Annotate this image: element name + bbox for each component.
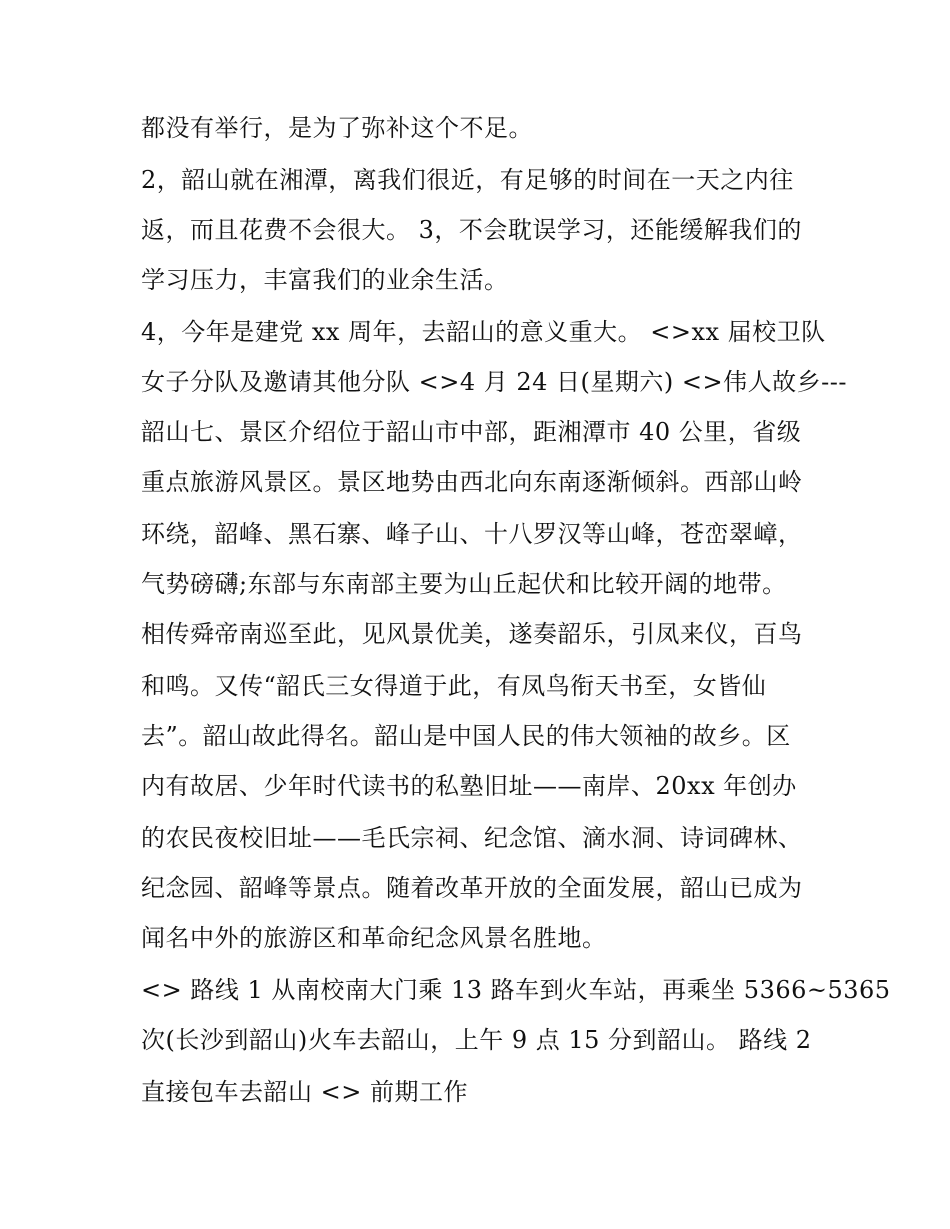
- text-line: 内有故居、少年时代读书的私塾旧址——南岸、20xx 年创办: [141, 772, 797, 800]
- text-line: 学习压力，丰富我们的业余生活。: [141, 266, 509, 294]
- text-line: 和鸣。又传“韶氏三女得道于此，有凤鸟衔天书至，女皆仙: [141, 672, 767, 700]
- text-line: 纪念园、韶峰等景点。随着改革开放的全面发展，韶山已成为: [141, 874, 803, 902]
- text-line: 2，韶山就在湘潭，离我们很近，有足够的时间在一天之内往: [141, 166, 794, 194]
- text-line: 都没有举行，是为了弥补这个不足。: [141, 114, 533, 142]
- text-line: 去”。韶山故此得名。韶山是中国人民的伟大领袖的故乡。区: [141, 722, 791, 750]
- text-line: 直接包车去韶山 <> 前期工作: [141, 1078, 468, 1106]
- text-line: 闻名中外的旅游区和革命纪念风景名胜地。: [141, 924, 607, 952]
- text-line: 的农民夜校旧址——毛氏宗祠、纪念馆、滴水洞、诗词碑林、: [141, 824, 803, 852]
- text-line: 女子分队及邀请其他分队 <>4 月 24 日(星期六) <>伟人故乡---: [141, 368, 847, 396]
- text-line: <> 路线 1 从南校南大门乘 13 路车到火车站，再乘坐 5366~5365: [141, 976, 891, 1004]
- text-line: 气势磅礴;东部与东南部主要为山丘起伏和比较开阔的地带。: [141, 570, 787, 598]
- text-line: 韶山七、景区介绍位于韶山市中部，距湘潭市 40 公里，省级: [141, 418, 802, 446]
- text-line: 次(长沙到韶山)火车去韶山，上午 9 点 15 分到韶山。 路线 2: [141, 1026, 812, 1054]
- text-line: 返，而且花费不会很大。 3，不会耽误学习，还能缓解我们的: [141, 216, 802, 244]
- text-line: 环绕，韶峰、黑石寨、峰子山、十八罗汉等山峰，苍峦翠嶂，: [141, 520, 803, 548]
- text-line: 4，今年是建党 xx 周年，去韶山的意义重大。 <>xx 届校卫队: [141, 318, 826, 346]
- text-line: 重点旅游风景区。景区地势由西北向东南逐渐倾斜。西部山岭: [141, 468, 803, 496]
- text-line: 相传舜帝南巡至此，见风景优美，遂奏韶乐，引凤来仪，百鸟: [141, 620, 803, 648]
